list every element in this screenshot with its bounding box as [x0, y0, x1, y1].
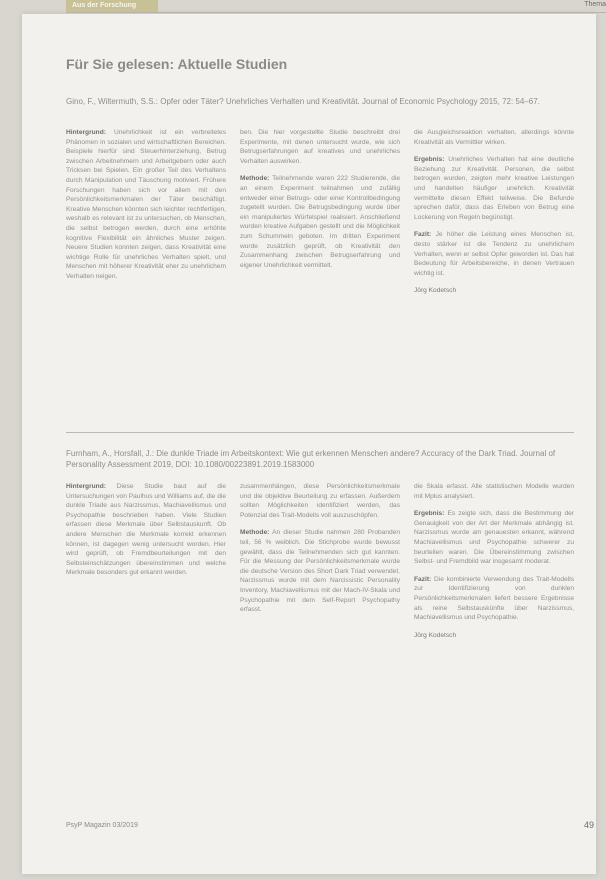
study2-citation: Furnham, A., Horsfall, J.: Die dunkle Triade im Arbeitskontext: Wie gut erkennen Menschen andere? Accuracy of the Dark Triad. Journal of Personality Assessment 2019, DOI: 10.1080/00223891.2019.1583000	[66, 449, 556, 469]
author-name: Jörg Kodetsch	[414, 287, 457, 295]
study1-col2	[240, 128, 400, 304]
study1-citation: Gino, F., Wiltermuth, S.S.: Opfer oder Täter? Unehrliches Verhalten und Kreativität. Journal of Economic Psychology 2015, 72: 54–67.	[66, 97, 540, 106]
study2-col2	[240, 482, 400, 648]
study1-columns	[66, 128, 574, 304]
footer-issue: PsyP Magazin 03/2019	[66, 822, 138, 829]
topic-label: Thema	[584, 1, 606, 8]
paragraph: Ergebnis: Es zeigte sich, dass die Bestimmung der Genauigkeit von der Art der Merkmale abhängig ist. Narzissmus wurde am genauesten erkannt, während Machiavellismus und Psychopathie schwerer zu beurteilen waren. Die Übereinstimmung zwischen Selbst- und Fremdbild war insgesamt moderat.	[414, 510, 574, 566]
study2-col1	[66, 482, 226, 648]
paragraph: Hintergrund: Diese Studie baut auf die Untersuchungen von Paulhus und Williams auf, die die dunkle Triade aus Narzissmus, Machiavellismus und Psychopathie beschrieben haben. Viele Studien erfassen diese Merkmale über Selbstauskunft. Ob andere Menschen die Merkmale korrekt erkennen können, ist dagegen wenig untersucht worden. Hier wird geprüft, ob Fremdbeurteilungen mit den Selbsteinschätzungen übereinstimmen und welche Merkmale besonders gut erkannt werden.	[66, 483, 226, 577]
paragraph: die Ausgleichsreaktion verhalten, allerdings könnte Kreativität als Vermittler wirken.	[414, 129, 574, 146]
page-number: 49	[583, 820, 594, 830]
paragraph: ben. Die hier vorgestellte Studie beschreibt drei Experimente, mit denen untersucht wurde, wie sich Betrugserfahrungen auf kreatives und unehrliches Verhalten auswirken.	[240, 129, 400, 165]
study2-col3	[414, 482, 574, 648]
paragraph: Fazit: Je höher die Leistung eines Menschen ist, desto stärker ist die Tendenz zu unehrlichem Verhalten, wenn er selbst Opfer geworden ist. Das hat Bedeutung für Arbeitsbereiche, in denen Vertrauen wichtig ist.	[414, 231, 574, 277]
paragraph: Hintergrund: Unehrlichkeit ist ein verbreitetes Phänomen in sozialen und wirtschaftlichen Bereichen. Beispiele hierfür sind Steuerhinterziehung, Betrug zwischen Arbeitnehmern und Arbeitgebern oder auch Tricksen bei Spielen. Ein großer Teil des Verhaltens durch Manipulation und Täuschung motiviert. Frühere Forschungen haben sich vor allem mit den Persönlichkeitsmerkmalen der Täter beschäftigt. Kreative Menschen könnten sich leichter rechtfertigen, weshalb es relevant ist zu untersuchen, ob Menschen, die selbst betrogen werden, durch eine erhöhte kognitive Flexibilität ein ähnliches Muster zeigen. Neuere Studien konnten zeigen, dass Kreativität eine wichtige Rolle für unehrliches Verhalten spielt, und Menschen mit höherer Kreativität eher zu unehrlichem Verhalten neigen.	[66, 129, 226, 280]
paragraph: Methode: Teilnehmende waren 222 Studierende, die an einem Experiment teilnahmen und zufällig entweder einer Betrugs- oder einer Kontrollbedingung zugeteilt wurden. Die Betrugsbedingung wurde über ein manipuliertes Würfelspiel realisiert. Anschließend wurden kreative Aufgaben gestellt und die Möglichkeit zum Schummeln geboten. Im dritten Experiment wurde zusätzlich geprüft, ob Kreativität den Zusammenhang zwischen Betrugserfahrung und eigener Unehrlichkeit vermittelt.	[240, 175, 400, 269]
study1-col3	[414, 128, 574, 304]
page-title: Für Sie gelesen: Aktuelle Studien	[66, 56, 288, 72]
study1-col1	[66, 128, 226, 304]
paragraph: zusammenhängen, diese Persönlichkeitsmerkmale und die objektive Beurteilung zu erfassen. Außerdem sollten Möglichkeiten identifiziert werden, das Potenzial des Trait-Modells voll auszuschöpfen.	[240, 483, 400, 519]
paragraph: Ergebnis: Unehrliches Verhalten hat eine deutliche Beziehung zur Kreativität. Personen, die selbst betrogen wurden, zeigten mehr kreative Leistungen und handelten häufiger unehrlich. Kreativität vermittelte diesen Effekt teilweise. Die Befunde sprechen dafür, dass das Erleben von Betrug eine Lockerung von Regeln begünstigt.	[414, 156, 574, 221]
author-name: Jörg Kodetsch	[414, 631, 457, 639]
section-tag: Aus der Forschung	[66, 0, 158, 12]
paragraph: die Skala erfasst. Alle statistischen Modelle wurden mit Mplus analysiert.	[414, 483, 574, 500]
study2-columns	[66, 482, 574, 648]
top-bar	[66, 0, 606, 13]
section-divider	[66, 432, 574, 433]
paragraph: Fazit: Die kombinierte Verwendung des Trait-Modells zur Identifizierung von dunklen Persönlichkeitsmerkmalen liefert bessere Ergebnisse als reine Selbstauskünfte über Narzissmus, Machiavellismus und Psychopathie.	[414, 575, 574, 622]
paragraph: Methode: An dieser Studie nahmen 280 Probanden teil, 56 % weiblich. Die Stichprobe wurde bewusst gewählt, dass die Teilnehmenden sich gut kannten. Für die Messung der Persönlichkeitsmerkmale wurde die deutsche Version des Short Dark Triad verwendet. Narzissmus wurde mit dem Narcissistic Personality Inventory, Machiavellismus mit der Mach-IV-Skala und Psychopathie mit dem Self-Report Psychopathy erfasst.	[240, 529, 400, 614]
